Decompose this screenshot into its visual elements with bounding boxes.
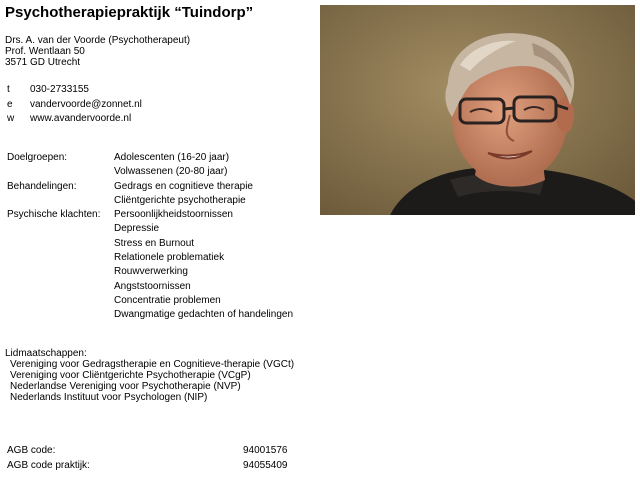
therapist-name: Drs. A. van der Voorde (Psychotherapeut) [5, 35, 191, 46]
website-value: www.avandervoorde.nl [30, 113, 132, 124]
details-value: Concentratie problemen [114, 294, 221, 306]
email-key: e [7, 98, 13, 110]
agb-value: 94001576 [243, 445, 288, 456]
details-value: Dwangmatige gedachten of handelingen [114, 309, 294, 321]
postal-city: 3571 GD Utrecht [5, 57, 81, 68]
email-value: vandervoorde@zonnet.nl [30, 98, 142, 110]
details-value: Depressie [114, 223, 160, 235]
details-value: Relationele problematiek [114, 252, 225, 264]
details-label: Doelgroepen: [7, 152, 68, 163]
details-label: Behandelingen: [7, 180, 77, 192]
phone-value: 030-2733155 [30, 84, 89, 95]
agb-label: AGB code: [7, 445, 56, 456]
memberships-heading: Lidmaatschappen: [5, 348, 87, 359]
page-title: Psychotherapiepraktijk “Tuindorp” [5, 4, 254, 21]
membership-item: Vereniging voor Gedragstherapie en Cognitieve-therapie (VGCt) [10, 359, 295, 370]
memberships-block [5, 348, 294, 403]
details-value: Rouwverwerking [114, 266, 188, 278]
membership-item: Vereniging voor Cliëntgerichte Psychotherapie (VCgP) [10, 370, 251, 381]
address-block [5, 35, 190, 68]
street-address: Prof. Wentlaan 50 [5, 46, 85, 57]
agb-value: 94055409 [243, 460, 288, 471]
details-value: Angststoornissen [114, 280, 191, 292]
details-value: Gedrags en cognitieve therapie [114, 180, 253, 192]
membership-item: Nederlandse Vereniging voor Psychotherapie (NVP) [10, 381, 241, 392]
phone-key: t [7, 84, 10, 95]
agb-label: AGB code praktijk: [7, 460, 90, 471]
details-value: Stress en Burnout [114, 237, 195, 249]
website-key: w [7, 113, 15, 124]
details-value: Volwassenen (20-80 jaar) [114, 166, 228, 178]
details-value: Cliëntgerichte psychotherapie [114, 194, 246, 206]
portrait-photo [320, 5, 635, 215]
details-value: Adolescenten (16-20 jaar) [114, 152, 230, 163]
details-value: Persoonlijkheidstoornissen [114, 209, 233, 221]
membership-item: Nederlands Instituut voor Psychologen (NIP) [10, 392, 208, 403]
details-label: Psychische klachten: [7, 209, 101, 221]
